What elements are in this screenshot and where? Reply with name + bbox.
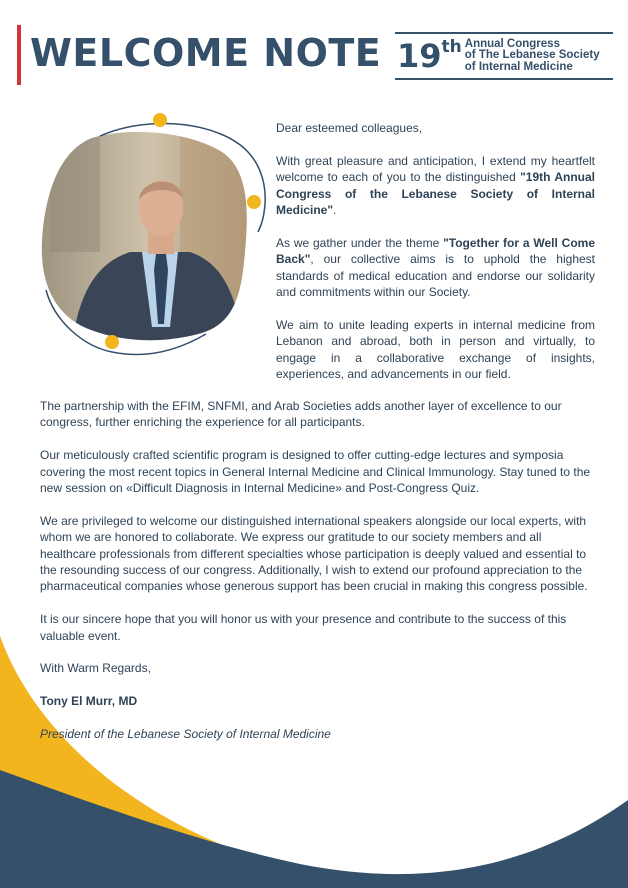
portrait <box>30 112 270 362</box>
signer-name: Tony El Murr, MD <box>40 694 138 709</box>
letter-body <box>40 398 596 759</box>
congress-name: "19th Annual Congress of the Lebanese Society of Internal Medicine" <box>276 170 595 218</box>
page-title: WELCOME NOTE <box>30 31 382 75</box>
paragraph-theme <box>276 235 595 301</box>
paragraph-text: , our collective aims is to uphold the highest standards of medical education and endorse our solidarity and commitments within our Society. <box>276 252 595 300</box>
portrait-illustration <box>30 112 270 362</box>
salutation: Dear esteemed colleagues, <box>276 121 423 135</box>
signer-title: President of the Lebanese Society of Internal Medicine <box>40 727 331 742</box>
paragraph-text: . <box>333 203 337 218</box>
closing: With Warm Regards, <box>40 661 151 676</box>
badge-line: Annual Congress <box>464 37 560 50</box>
badge-line: of Internal Medicine <box>464 60 573 73</box>
badge-line: of The Lebanese Society <box>464 49 600 62</box>
paragraph-speakers: We are privileged to welcome our distinguished international speakers alongside our local experts, with whom we are honored to collaborate. We express our gratitude to our society members and all healthcare professionals from different specialties whose participation is deeply valued and essential to the resounding success of our congress. Additionally, I wish to extend our profound appreciation to the pharmaceutical companies whose generous support has been crucial in making this congress possible. <box>40 513 588 594</box>
congress-badge <box>395 32 613 80</box>
paragraph-welcome <box>276 153 595 219</box>
paragraph-partnership: The partnership with the EFIM, SNFMI, and Arab Societies adds another layer of excellence to our congress, further enriching the experience for all participants. <box>40 399 562 430</box>
badge-text <box>465 39 600 74</box>
paragraph-text: With great pleasure and anticipation, I extend my heartfelt welcome to each of you to the distinguished <box>276 153 595 185</box>
badge-suffix: th <box>441 37 462 57</box>
paragraph-aim: We aim to unite leading experts in internal medicine from Lebanon and abroad, both in person and virtually, to engage in a collaborative exchange of insights, experiences, and advancements in our field. <box>276 317 595 382</box>
paragraph-program: Our meticulously crafted scientific program is designed to offer cutting-edge lectures and symposia covering the most recent topics in General Internal Medicine and Clinical Immunology. Stay tuned to the new session on «Difficult Diagnosis in Internal Medicine» and Post-Congress Quiz. <box>40 448 591 496</box>
title-accent-bar <box>17 25 21 85</box>
paragraph-closing-hope: It is our sincere hope that you will honor us with your presence and contribute to the success of this valuable event. <box>40 612 567 643</box>
badge-number: 19 <box>397 37 442 75</box>
theme-name: "Together for a Well Come Back" <box>276 235 595 267</box>
paragraph-text: As we gather under the theme <box>276 235 444 250</box>
letter-intro <box>276 120 595 399</box>
